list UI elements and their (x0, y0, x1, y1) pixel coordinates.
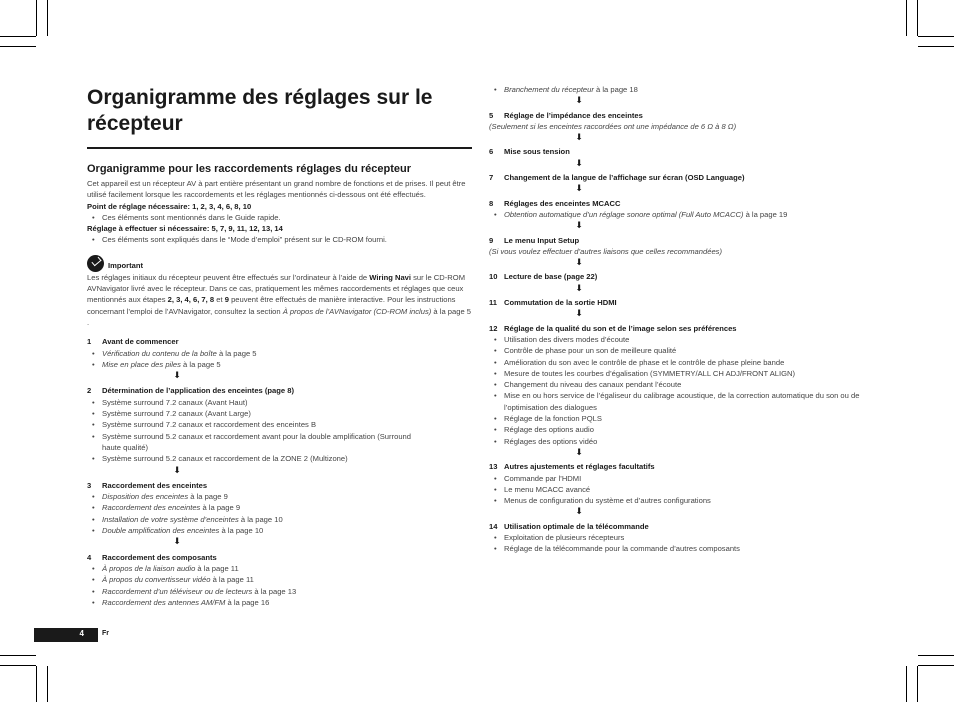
step-12: 12 Réglage de la qualité du son et de l’image selon ses préférences (489, 323, 737, 333)
list-item: • Système surround 7.2 canaux (Avant Haut) (87, 397, 472, 408)
list-item: • Mesure de toutes les courbes d’égalisation (SYMMETRY/ALL CH ADJ/FRONT ALIGN) (489, 368, 879, 379)
left-column (87, 84, 472, 608)
list-item: • Raccordement d’un téléviseur ou de lecteurs à la page 13 (87, 586, 472, 597)
flow-arrow: ⬇ (575, 220, 583, 231)
step-14-list (489, 532, 879, 555)
flow-arrow: ⬇ (575, 95, 583, 106)
crop-mark (918, 46, 954, 47)
step-11: 11 Commutation de la sortie HDMI (489, 298, 617, 308)
optional-label: Réglage à effectuer si nécessaire (87, 224, 207, 234)
important-label: Important (108, 261, 144, 271)
step-3: 3 Raccordement des enceintes (87, 480, 208, 490)
step-8-list (489, 209, 879, 220)
list-item: • Système surround 7.2 canaux (Avant Large) (87, 408, 472, 419)
step-5: 5 Réglage de l’impédance des enceintes (489, 110, 643, 120)
step-3-list (87, 491, 472, 536)
list-item: • Système surround 5.2 canaux et raccordement de la ZONE 2 (Multizone) (87, 453, 472, 464)
step-7: 7 Changement de la langue de l’affichage sur écran (OSD Language) (489, 173, 745, 183)
step-9: 9 Le menu Input Setup (489, 235, 580, 245)
crop-mark (906, 0, 907, 36)
step-4: 4 Raccordement des composants (87, 552, 217, 562)
list-item: • Amélioration du son avec le contrôle de phase et le contrôle de phase pleine bande (489, 357, 879, 368)
list-item: • Exploitation de plusieurs récepteurs (489, 532, 879, 543)
flow-arrow: ⬇ (575, 183, 583, 194)
flow-arrow: ⬇ (575, 506, 583, 517)
optional-notes (87, 234, 472, 245)
crop-mark (0, 46, 36, 47)
step-13: 13 Autres ajustements et réglages facultatifs (489, 462, 655, 472)
required-notes (87, 212, 472, 223)
list-item: • Double amplification des enceintes à la page 10 (87, 525, 472, 536)
list-item: • À propos du convertisseur vidéo à la page 11 (87, 574, 472, 585)
flow-arrow: ⬇ (575, 282, 583, 293)
important-paragraph: Les réglages initiaux du récepteur peuvent être effectués sur l’ordinateur à l’aide de Wiring Navi sur le CD-ROM AVNavigator livré avec le récepteur. Dans ce cas, pratiquement les mêmes raccordements et réglages que ceux mentionnés aux étapes 2, 3, 4, 6, 7, 8 et 9 peuvent être effectués de manière interactive. Pour les instructions concernant l’emploi de l’AVNavigator, consultez la section À propos de l’AVNavigator (CD-ROM inclus) à la page 5 . (87, 272, 472, 327)
crop-mark (918, 36, 954, 37)
step-1: 1 Avant de commencer (87, 337, 179, 347)
list-item: • Système surround 7.2 canaux et raccordement des enceintes B (87, 419, 472, 430)
step-9-note: (Si vous voulez effectuer d’autres liaisons que celles recommandées) (489, 246, 722, 256)
step-8: 8 Réglages des enceintes MCACC (489, 198, 621, 208)
step-4-continued (489, 84, 879, 95)
step-1-list (87, 348, 472, 371)
list-item: • Obtention automatique d’un réglage sonore optimal (Full Auto MCACC) à la page 19 (489, 209, 879, 220)
language-code: Fr (102, 630, 109, 637)
flow-arrow: ⬇ (575, 257, 583, 268)
flow-arrow: ⬇ (575, 446, 583, 457)
list-item: • À propos de la liaison audio à la page 11 (87, 563, 472, 574)
list-item: • Raccordement des antennes AM/FM à la page 16 (87, 597, 472, 608)
step-13-list (489, 473, 879, 507)
list-item: • Utilisation des divers modes d’écoute (489, 334, 879, 345)
crop-mark (917, 0, 918, 36)
important-check-icon (87, 255, 104, 272)
flow-arrow: ⬇ (173, 536, 181, 547)
list-item: • Réglages des options vidéo (489, 436, 879, 447)
list-item: • Changement du niveau des canaux pendant l’écoute (489, 379, 879, 390)
crop-mark (0, 665, 36, 666)
step-5-note: (Seulement si les enceintes raccordées ont une impédance de 6 Ω à 8 Ω) (489, 121, 737, 131)
list-item: • Vérification du contenu de la boîte à la page 5 (87, 348, 472, 359)
list-item: • Le menu MCACC avancé (489, 484, 879, 495)
list-item: • Mise en ou hors service de l’égaliseur du calibrage acoustique, de la correction automatique du son ou de l’optimisation des dialogues (489, 390, 879, 413)
list-item: • Contrôle de phase pour un son de meilleure qualité (489, 345, 879, 356)
list-item: • Système surround 5.2 canaux et raccordement avant pour la double amplification (Surround haute qualité) (87, 431, 417, 454)
list-item: • Réglage de la télécommande pour la commande d’autres composants (489, 543, 879, 554)
flow-arrow: ⬇ (575, 132, 583, 143)
list-item: • Ces éléments sont mentionnés dans le Guide rapide. (87, 212, 472, 223)
crop-mark (36, 0, 37, 36)
list-item: • Réglage de la fonction PQLS (489, 413, 879, 424)
crop-mark (0, 655, 36, 656)
step-6: 6 Mise sous tension (489, 147, 570, 157)
intro-paragraph: Cet appareil est un récepteur AV à part entière présentant un grand nombre de fonctions et de prises. Il peut être utilisé facilement lorsque les raccordements et les réglages mentionnés ci-dessous ont été effectués. (87, 179, 466, 200)
crop-mark (36, 666, 37, 702)
right-column (489, 84, 879, 555)
title-rule (87, 147, 472, 149)
required-steps: : 1, 2, 3, 4, 6, 8, 10 (187, 201, 252, 211)
list-item: • Ces éléments sont expliqués dans le “Mode d’emploi” présent sur le CD-ROM fourni. (87, 234, 472, 245)
list-item: • Raccordement des enceintes à la page 9 (87, 502, 472, 513)
optional-line (87, 223, 472, 234)
crop-mark (918, 655, 954, 656)
crop-mark (918, 665, 954, 666)
crop-mark (47, 666, 48, 702)
crop-mark (0, 36, 36, 37)
step-12-list (489, 334, 879, 447)
step-14: 14 Utilisation optimale de la télécommande (489, 521, 649, 531)
step-2-list (87, 397, 472, 465)
flow-arrow: ⬇ (575, 308, 583, 319)
step-2: 2 Détermination de l’application des enceintes (page 8) (87, 386, 294, 396)
page-title: Organigramme des réglages sur le récepteur (87, 86, 433, 135)
step-4-list (87, 563, 472, 608)
flow-arrow: ⬇ (173, 464, 181, 475)
list-item: • Menus de configuration du système et d’autres configurations (489, 495, 879, 506)
optional-steps: : 5, 7, 9, 11, 12, 13, 14 (206, 224, 283, 234)
flow-arrow: ⬇ (575, 157, 583, 168)
flow-arrow: ⬇ (173, 370, 181, 381)
crop-mark (917, 666, 918, 702)
page-number: 4 (79, 629, 84, 638)
list-item: • Disposition des enceintes à la page 9 (87, 491, 472, 502)
list-item: • Mise en place des piles à la page 5 (87, 359, 472, 370)
crop-mark (906, 666, 907, 702)
list-item: • Commande par l’HDMI (489, 473, 879, 484)
important-header (87, 255, 472, 272)
required-label: Point de réglage nécessaire (87, 201, 188, 211)
crop-mark (47, 0, 48, 36)
step-10: 10 Lecture de base (page 22) (489, 272, 598, 282)
list-item: • Installation de votre système d’enceintes à la page 10 (87, 514, 472, 525)
section-heading: Organigramme pour les raccordements réglages du récepteur (87, 163, 412, 175)
list-item: • Branchement du récepteur à la page 18 (489, 84, 879, 95)
list-item: • Réglage des options audio (489, 424, 879, 435)
required-line (87, 201, 472, 212)
